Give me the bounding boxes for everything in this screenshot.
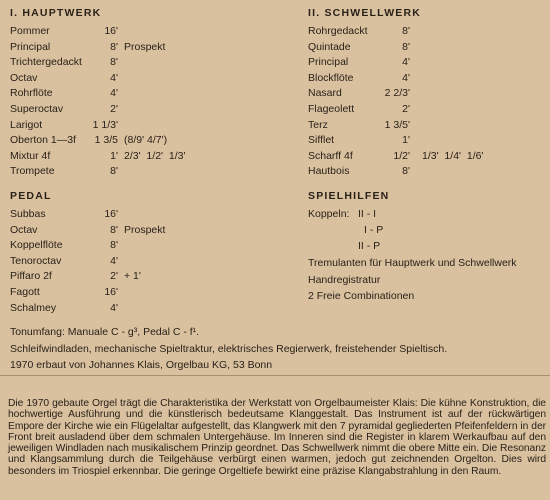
stop-size: 16': [104, 208, 118, 220]
stop-size: 8': [402, 40, 410, 53]
stop-size: 1 3/5: [94, 134, 118, 147]
stop-row: [308, 118, 550, 132]
stop-row: [10, 285, 270, 299]
stop-extra: 1/3' 1/4' 1/6': [422, 149, 484, 162]
stop-name: Quintade: [308, 40, 351, 53]
stop-name: Principal: [308, 56, 349, 69]
stop-row: [308, 164, 550, 178]
stop-size: 4': [110, 254, 118, 267]
stop-size: 1 1/3': [92, 118, 118, 131]
spielhilfe-handregistratur: Handregistratur: [308, 274, 381, 286]
stop-row: [10, 164, 270, 178]
stop-row: [10, 223, 270, 237]
stop-name: Subbas: [10, 208, 46, 220]
stop-size: 1': [110, 149, 118, 162]
koppel-i-p: I - P: [364, 224, 384, 236]
stop-row: [10, 269, 270, 283]
stop-size: 2': [110, 270, 118, 283]
stop-size: 8': [402, 165, 410, 178]
hauptwerk-title: I. HAUPTWERK: [10, 7, 102, 19]
stop-row: [308, 86, 550, 100]
stop-name: Rohrflöte: [10, 87, 53, 100]
stop-size: 2': [110, 103, 118, 115]
stop-name: Pommer: [10, 25, 50, 37]
stop-extra: + 1': [124, 270, 141, 283]
pedal-title: PEDAL: [10, 190, 52, 202]
stop-name: Larigot: [10, 118, 43, 131]
stop-size: 16': [104, 286, 118, 298]
koppel-ii-i: II - I: [358, 208, 377, 220]
spielhilfen-title: SPIELHILFEN: [308, 190, 390, 202]
stop-name: Scharff 4f: [308, 149, 353, 162]
stop-row: [10, 86, 270, 100]
stop-name: Superoctav: [10, 103, 64, 115]
stop-row: [10, 133, 270, 147]
stop-size: 8': [110, 239, 118, 252]
description-paragraph: Die 1970 gebaute Orgel trägt die Charakteristika der Werkstatt von Orgelbaumeister Klais: Die kühne Konstruktion, die hochwertige Ausführung und die künstlerisch bedeutsame Klanggestalt. Das Instrument ist auf der rückwärtigen Empore der Kirche wie ein Flügelaltar aufgestellt, das Klangwerk mit den 7 pyramidal gegliederten Pfeifenfeldern in der Front breit ausladend über dem schmalen Untergehäuse. Im Inneren sind die Register in klarem Werkaufbau auf den jeweiligen Windladen nach musikalischem Prinzip geordnet. Das Schwellwerk nimmt die obere Mitte ein. Die Resonanz und Klangsammlung durch die Teilgehäuse verbürgt einen warmen, jedoch gut zeichnenden Orgelton. Dies wird besonders im Triospiel erkennbar. Die geringe Orgeltiefe bewirkt eine präzise Klangabstrahlung in den Raum.: [8, 398, 546, 477]
stop-row: [308, 133, 550, 147]
stop-size: 2 2/3': [384, 87, 410, 100]
stop-row: [10, 254, 270, 268]
schwellwerk-title: II. SCHWELLWERK: [308, 7, 422, 19]
stop-size: 16': [104, 25, 118, 37]
stop-name: Octav: [10, 223, 38, 236]
stop-size: 8': [110, 223, 118, 236]
stop-size: 4': [402, 71, 410, 84]
stop-size: 4': [402, 56, 410, 69]
stop-name: Piffaro 2f: [10, 270, 52, 283]
stop-name: Trompete: [10, 165, 55, 178]
stop-size: 8': [110, 56, 118, 69]
stop-row: [308, 71, 550, 85]
stop-row: [10, 149, 270, 163]
stop-name: Principal: [10, 40, 51, 53]
stop-size: 4': [110, 71, 118, 84]
stop-row: [308, 102, 550, 116]
spielhilfe-combinationen: 2 Freie Combinationen: [308, 290, 415, 302]
stop-name: Nasard: [308, 87, 342, 100]
stop-name: Flageolett: [308, 103, 355, 115]
stop-name: Hautbois: [308, 165, 350, 178]
stop-size: 4': [110, 301, 118, 314]
stop-size: 8': [110, 165, 118, 178]
stop-name: Blockflöte: [308, 71, 354, 84]
stop-size: 1 3/5': [384, 118, 410, 131]
stop-row: [308, 149, 550, 163]
stop-name: Schalmey: [10, 301, 57, 314]
stop-row: [10, 71, 270, 85]
stop-row: [10, 207, 270, 221]
stop-size: 1': [402, 134, 410, 147]
koppeln-label: Koppeln:: [308, 208, 350, 220]
stop-row: [308, 24, 550, 38]
stop-row: [10, 118, 270, 132]
stop-row: [10, 238, 270, 252]
stop-name: Koppelflöte: [10, 239, 63, 252]
stop-row: [10, 102, 270, 116]
stop-row: [10, 24, 270, 38]
stop-name: Terz: [308, 118, 328, 131]
stop-row: [308, 40, 550, 54]
stop-extra: Prospekt: [124, 40, 166, 53]
koppel-ii-p: II - P: [358, 240, 381, 252]
erbauer-line: 1970 erbaut von Johannes Klais, Orgelbau KG, 53 Bonn: [10, 359, 273, 371]
stop-name: Trichtergedackt: [10, 56, 82, 69]
stop-size: 2': [402, 103, 410, 115]
stop-name: Rohrgedackt: [308, 25, 368, 37]
stop-size: 8': [110, 40, 118, 53]
divider-line: [0, 375, 550, 376]
stop-name: Octav: [10, 71, 38, 84]
tonumfang-line: Tonumfang: Manuale C - g³, Pedal C - f¹.: [10, 326, 200, 338]
stop-extra: 2/3' 1/2' 1/3': [124, 149, 186, 162]
stop-extra: Prospekt: [124, 223, 166, 236]
stop-name: Sifflet: [308, 134, 335, 147]
stop-row: [308, 55, 550, 69]
spielhilfe-tremulanten: Tremulanten für Hauptwerk und Schwellwerk: [308, 257, 517, 269]
stop-size: 1/2': [393, 149, 410, 162]
stop-row: [10, 40, 270, 54]
stop-name: Tenoroctav: [10, 254, 62, 267]
stop-extra: (8/9' 4/7'): [124, 134, 168, 147]
stop-size: 8': [402, 25, 410, 37]
stop-name: Fagott: [10, 286, 40, 298]
stop-row: [10, 55, 270, 69]
stop-name: Mixtur 4f: [10, 149, 51, 162]
traktur-line: Schleifwindladen, mechanische Spieltraktur, elektrisches Regierwerk, freistehender Spieltisch.: [10, 343, 448, 355]
stop-size: 4': [110, 87, 118, 100]
stop-name: Oberton 1—3f: [10, 134, 76, 147]
stop-row: [10, 301, 270, 315]
